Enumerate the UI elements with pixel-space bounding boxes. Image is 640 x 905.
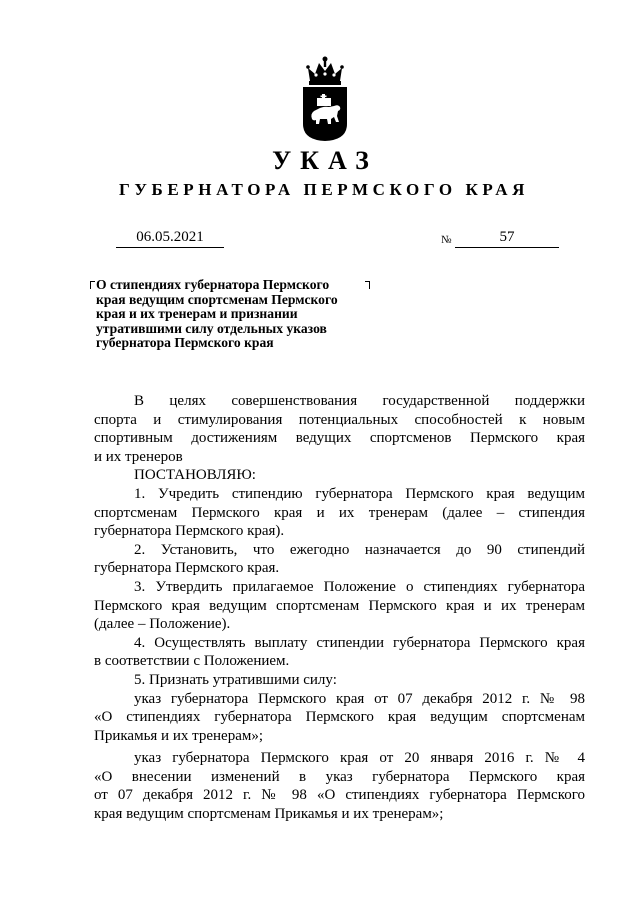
body-line: спортсменам Пермского края и их тренерам (далее – стипендия	[94, 504, 585, 521]
body-line: (далее – Положение).	[94, 616, 231, 633]
body-line: «О внесении изменений в указ губернатора Пермского края	[94, 768, 585, 785]
heading-line: утратившими силу отдельных указов	[96, 320, 327, 336]
decree-body	[94, 392, 585, 824]
decree-heading	[96, 278, 372, 351]
body-line: Пермского края ведущим спортсменам Пермского края и их тренерам	[94, 597, 585, 614]
body-line: края ведущим спортсменам Прикамья и их тренерам»;	[94, 806, 444, 823]
body-line: спортивным достижениям ведущих спортсменов Пермского края	[94, 430, 585, 447]
body-line: спорта и стимулирования потенциальных способностей к новым	[94, 411, 585, 428]
body-line: 5. Признать утратившими силу:	[134, 671, 337, 688]
body-line-postanovlyayu: ПОСТАНОВЛЯЮ:	[134, 467, 256, 484]
body-line: от 07 декабря 2012 г. № 98 «О стипендиях губернатора Пермского	[94, 787, 585, 804]
body-line: и их тренеров	[94, 448, 183, 465]
body-line: губернатора Пермского края.	[94, 560, 280, 577]
heading-line: губернатора Пермского края	[96, 335, 274, 351]
heading-line: О стипендиях губернатора Пермского	[96, 277, 330, 292]
body-line: 3. Утвердить прилагаемое Положение о стипендиях губернатора	[134, 578, 585, 595]
heading-line: края и их тренерам и признании	[96, 306, 298, 322]
body-line: в соответствии с Положением.	[94, 653, 290, 670]
body-line: 2. Установить, что ежегодно назначается до 90 стипендий	[134, 541, 585, 558]
perm-krai-coat-of-arms-icon	[296, 56, 354, 142]
body-line: «О стипендиях губернатора Пермского края ведущим спортсменам	[94, 709, 585, 726]
decree-date: 06.05.2021	[116, 229, 224, 248]
heading-bracket-right	[365, 281, 370, 289]
number-sign: №	[441, 234, 452, 246]
body-line: Прикамья и их тренерам»;	[94, 727, 264, 744]
body-line: губернатора Пермского края).	[94, 523, 285, 540]
document-subtitle: ГУБЕРНАТОРА ПЕРМСКОГО КРАЯ	[119, 180, 529, 199]
decree-number: 57	[455, 229, 559, 248]
body-line: В целях совершенствования государственной поддержки	[134, 393, 585, 409]
body-line: 1. Учредить стипендию губернатора Пермского края ведущим	[134, 485, 585, 502]
heading-line: края ведущим спортсменам Пермского	[96, 291, 338, 307]
body-line: указ губернатора Пермского края от 07 декабря 2012 г. № 98	[134, 690, 585, 707]
document-title: УКАЗ	[272, 146, 378, 175]
body-line: 4. Осуществлять выплату стипендии губернатора Пермского края	[134, 634, 585, 651]
heading-bracket-left	[90, 281, 95, 289]
body-line: указ губернатора Пермского края от 20 января 2016 г. № 4	[134, 750, 585, 767]
